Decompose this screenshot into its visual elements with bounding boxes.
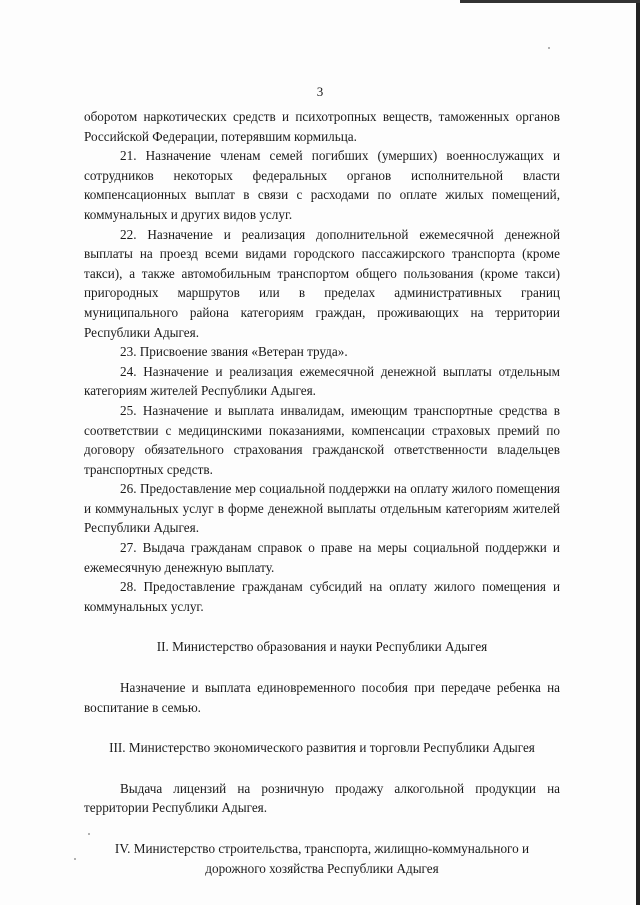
paragraph-continuation: оборотом наркотических средств и психотропных веществ, таможенных органов Российской Федерации, потерявшим кормильца.	[84, 109, 560, 144]
paragraph-item-21: 21. Назначение членам семей погибших (умерших) военнослужащих и сотрудников некоторых федеральных органов исполнительной власти компенсационных выплат в связи с расходами по оплате жилых помещений, коммунальных и других видов услуг.	[84, 148, 560, 222]
document-body	[84, 107, 560, 878]
scan-edge-top	[460, 0, 640, 3]
section-3-text: Выдача лицензий на розничную продажу алкогольной продукции на территории Республики Адыгея.	[84, 780, 560, 816]
paragraph-item-28: 28. Предоставление гражданам субсидий на оплату жилого помещения и коммунальных услуг.	[84, 579, 560, 614]
paragraph-item-25: 25. Назначение и выплата инвалидам, имеющим транспортные средства в соответствии с медицинскими показаниями, компенсации страховых премий по договору обязательного страхования гражданской ответственности владельцев транспортных средств.	[84, 402, 560, 477]
scan-speck	[548, 47, 550, 49]
scan-speck	[88, 833, 90, 835]
page-number: 3	[316, 84, 324, 99]
paragraph-item-23: 23. Присвоение звания «Ветеран труда».	[120, 344, 348, 360]
section-2-text: Назначение и выплата единовременного пособия при передаче ребенка на воспитание в семью.	[84, 680, 560, 715]
scan-speck	[74, 858, 76, 860]
paragraph-item-26: 26. Предоставление мер социальной поддержки на оплату жилого помещения и коммунальных услуг в форме денежной выплаты отдельным категориям жителей Республики Адыгея.	[84, 481, 560, 536]
paragraph-item-27: 27. Выдача гражданам справок о праве на меры социальной поддержки и ежемесячную денежную выплату.	[84, 540, 560, 575]
section-heading-4-line-1: IV. Министерство строительства, транспорта, жилищно-коммунального и	[114, 841, 530, 856]
paragraph-item-24: 24. Назначение и реализация ежемесячной денежной выплаты отдельным категориям жителей Республики Адыгея.	[84, 363, 560, 399]
section-heading-4-line-2: дорожного хозяйства Республики Адыгея	[205, 860, 439, 876]
scan-edge-right	[636, 0, 640, 905]
section-heading-2: II. Министерство образования и науки Республики Адыгея	[156, 639, 488, 655]
paragraph-item-22: 22. Назначение и реализация дополнительной ежемесячной денежной выплаты на проезд всеми видами городского пассажирского транспорта (кроме такси), а также автомобильным транспортом общего пользования (кроме такси) пригородных маршрутов или в пределах административных границ муниципального района категориям граждан, проживающих на территории Республики Адыгея.	[84, 226, 560, 340]
section-heading-3: III. Министерство экономического развития и торговли Республики Адыгея	[109, 740, 535, 756]
